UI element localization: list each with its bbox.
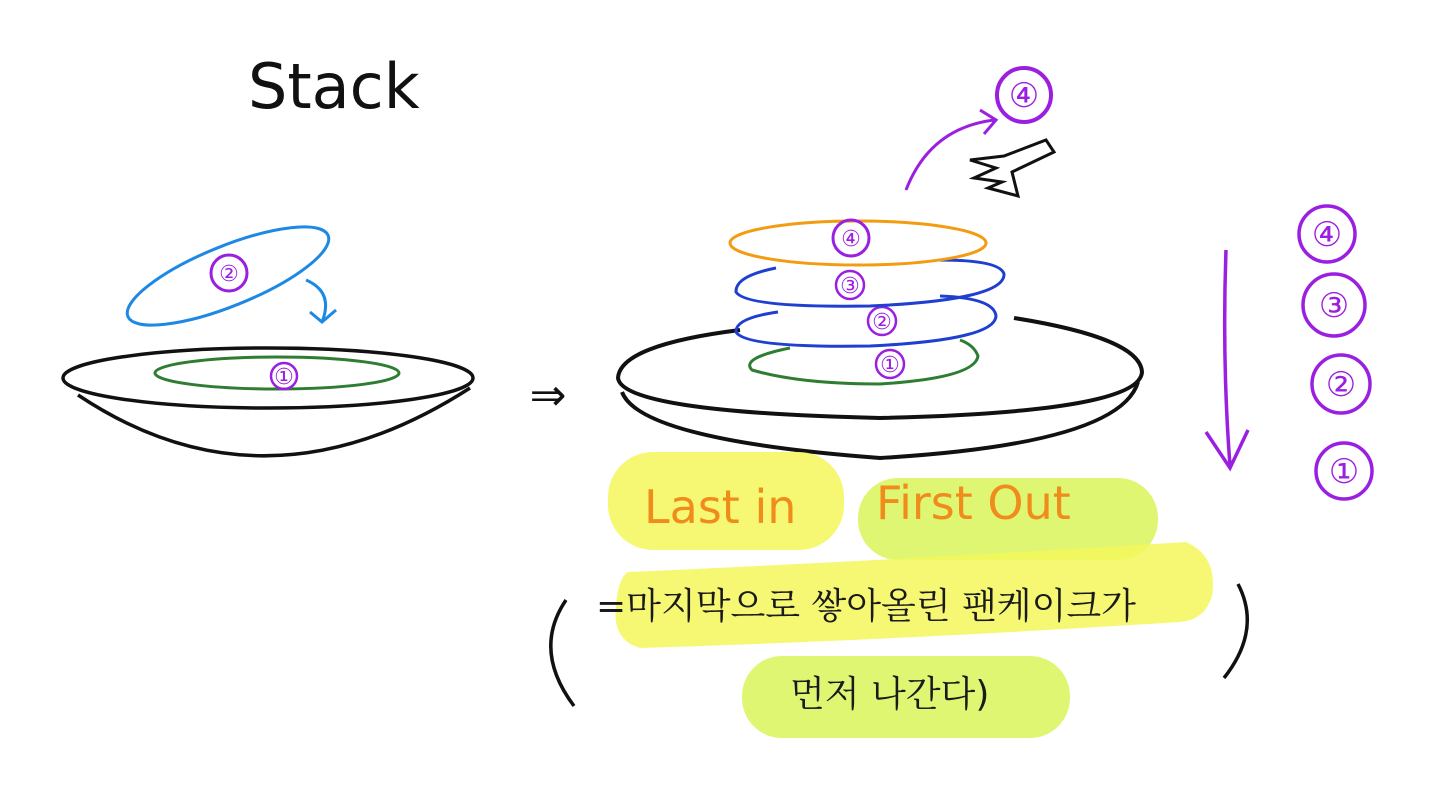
caption-line1: =마지막으로 쌓아올린 팬케이크가: [596, 586, 1136, 627]
order-item-3: [1303, 274, 1365, 336]
title: Stack: [248, 50, 420, 123]
drop-arrow-icon: [306, 280, 336, 322]
caption-line2: 먼저 나간다): [790, 674, 990, 715]
stack-pancake-1-label: ①: [880, 353, 900, 378]
left-pancake-1-label: ①: [274, 365, 294, 390]
order-item-2: [1312, 355, 1370, 413]
stack-pancake-4-label: ④: [841, 227, 861, 252]
order-item-4: [1299, 206, 1355, 262]
order-item-3-label: ③: [1318, 286, 1350, 326]
stack-pancake-4: [730, 220, 986, 265]
stack-pancake-3-label: ③: [840, 274, 860, 299]
right-paren: [1224, 584, 1247, 678]
stack-pancake-2-label: ②: [872, 310, 892, 335]
left-pancake-2: [117, 208, 340, 345]
hand-pointer-icon: [970, 140, 1054, 196]
transition-arrow-icon: ⇒: [529, 370, 567, 421]
order-item-2-label: ②: [1325, 365, 1357, 405]
popped-item: [997, 68, 1051, 122]
left-pancake-2-label: ②: [219, 262, 239, 287]
right-plate: [618, 318, 1142, 458]
left-pancake-1: [155, 357, 399, 390]
left-paren: [551, 600, 574, 706]
popped-item-label: ④: [1008, 76, 1040, 116]
caption-last-in: Last in: [644, 480, 797, 534]
caption-first-out: First Out: [876, 476, 1071, 530]
left-plate: [63, 348, 473, 456]
order-item-1: [1316, 443, 1372, 499]
order-item-4-label: ④: [1311, 215, 1343, 255]
order-item-1-label: ①: [1328, 452, 1360, 492]
pop-order-arrow-icon: [1206, 250, 1248, 468]
